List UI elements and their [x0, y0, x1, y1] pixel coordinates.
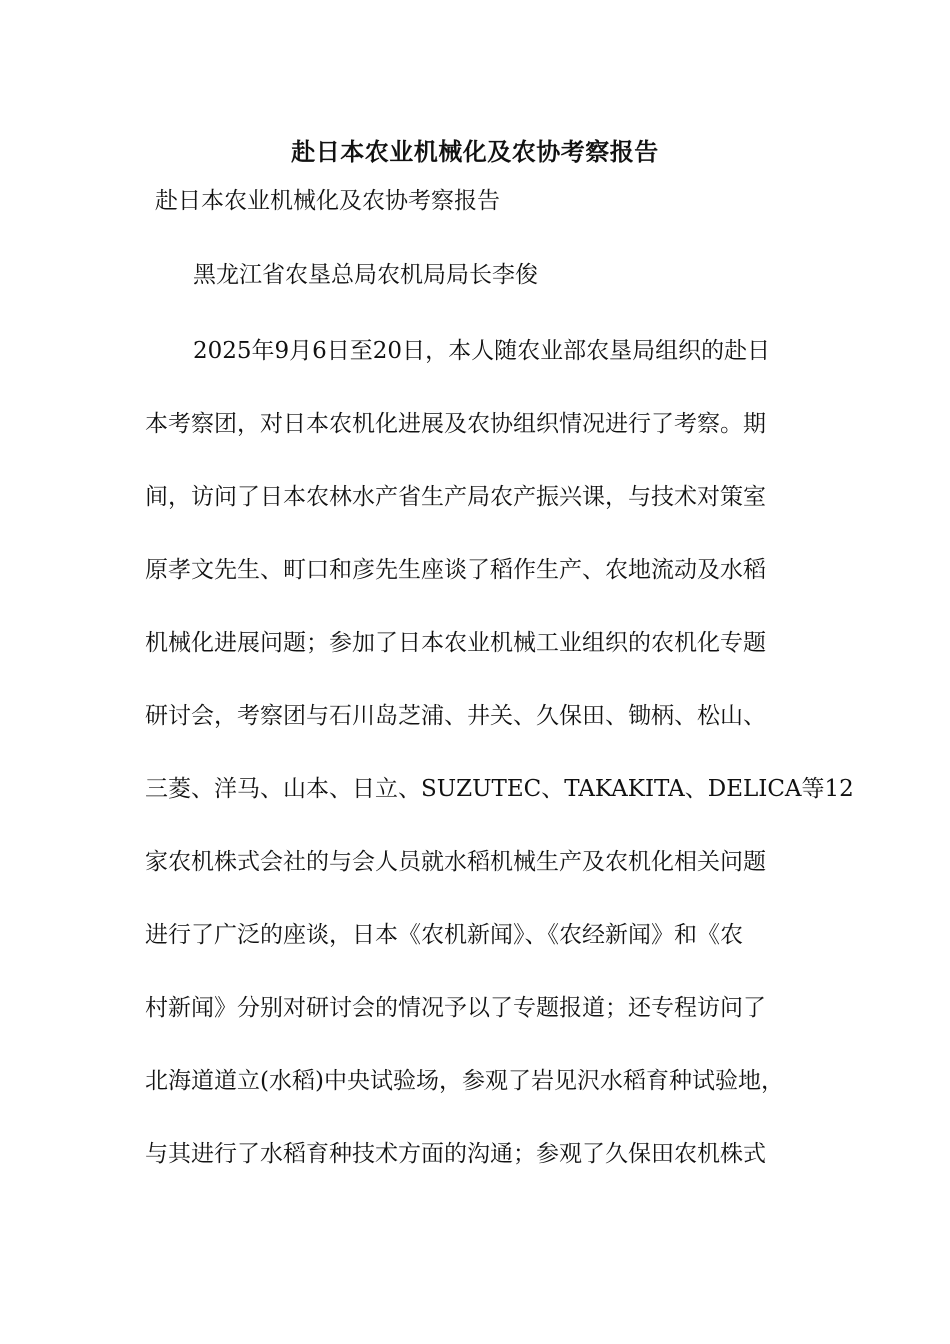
- body-line: 原孝文先生、町口和彦先生座谈了稻作生产、农地流动及水稻: [145, 557, 766, 583]
- body-line: 三菱、洋马、山本、日立、SUZUTEC、TAKAKITA、DELICA等12: [145, 776, 854, 802]
- document-body: [145, 333, 854, 1209]
- body-line: 2025年9月6日至20日，本人随农业部农垦局组织的赴日: [193, 338, 771, 364]
- body-line: 机械化进展问题；参加了日本农业机械工业组织的农机化专题: [145, 630, 766, 656]
- body-line: 与其进行了水稻育种技术方面的沟通；参观了久保田农机株式: [145, 1141, 766, 1167]
- document-subtitle: 赴日本农业机械化及农协考察报告: [155, 188, 500, 214]
- document-title: 赴日本农业机械化及农协考察报告: [291, 137, 659, 166]
- body-line: 家农机株式会社的与会人员就水稻机械生产及农机化相关问题: [145, 849, 766, 875]
- body-line: 进行了广泛的座谈，日本《农机新闻》、《农经新闻》和《农: [145, 922, 743, 948]
- body-line: 间，访问了日本农林水产省生产局农产振兴课，与技术对策室: [145, 484, 766, 510]
- body-line: 研讨会，考察团与石川岛芝浦、井关、久保田、锄柄、松山、: [145, 703, 766, 729]
- body-line: 村新闻》分别对研讨会的情况予以了专题报道；还专程访问了: [145, 995, 766, 1021]
- body-line: 本考察团，对日本农机化进展及农协组织情况进行了考察。期: [145, 411, 766, 437]
- body-line: 北海道道立(水稻)中央试验场，参观了岩见沢水稻育种试验地，: [145, 1068, 784, 1094]
- document-author: 黑龙江省农垦总局农机局局长李俊: [193, 262, 538, 288]
